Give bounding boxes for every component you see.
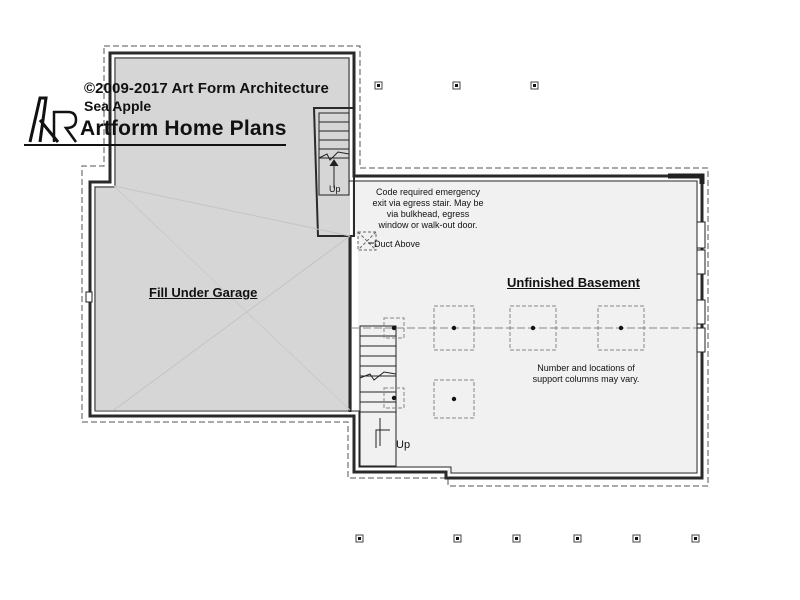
upper-stair-label: Up <box>329 184 341 194</box>
vent <box>86 292 92 302</box>
egress-note: Code required emergency exit via egress stair. May be via bulkhead, egress window or walk-out door. <box>372 187 484 230</box>
columns-note: Number and locations of support columns may vary. <box>532 363 640 384</box>
brand-name: Artform Home Plans <box>80 117 287 140</box>
duct-label: Duct Above <box>374 239 421 249</box>
copyright-text: ©2009-2017 Art Form Architecture <box>84 80 329 97</box>
garage-label: Fill Under Garage <box>149 285 258 300</box>
lower-stair-label: Up <box>396 439 411 451</box>
plan-name: Sea Apple <box>84 98 152 114</box>
basement-label: Unfinished Basement <box>507 275 640 290</box>
